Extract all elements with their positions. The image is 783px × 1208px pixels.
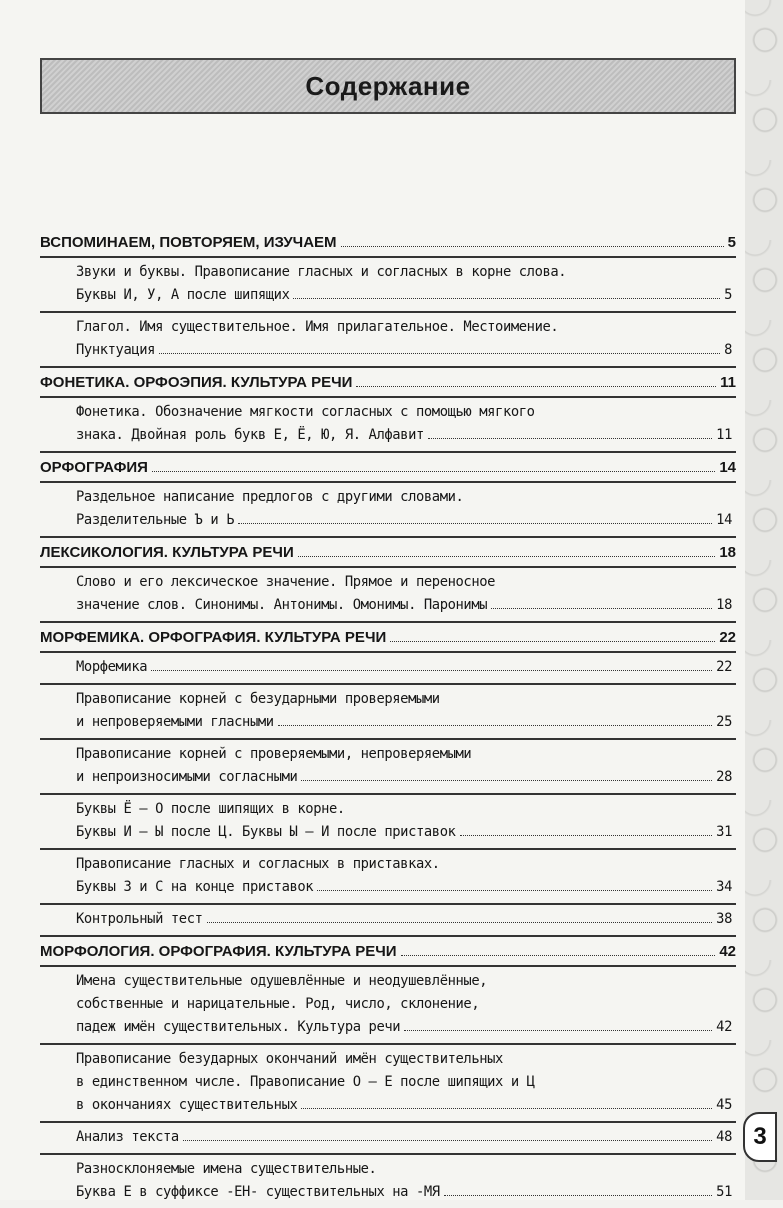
toc-entry-line: Имена существительные одушевлённые и неодушевлённые, [76,973,488,989]
toc-leader-dots [301,780,712,781]
toc-leader-dots [183,1140,712,1141]
toc-entry[interactable] [40,793,736,848]
toc-leader-dots [444,1195,712,1196]
toc-leader-dots [298,556,716,557]
toc-leader-dots [356,386,716,387]
toc-entry-text: Разделительные Ъ и Ь [76,512,235,528]
toc-entry-last-line [76,656,732,679]
toc-entry-page: 48 [716,1129,732,1145]
page-title: Содержание [305,70,471,101]
toc-leader-dots [428,438,712,439]
toc-entry[interactable] [40,651,736,683]
toc-entry-last-line [76,876,732,899]
toc-entry-text: Буквы З и С на конце приставок [76,879,314,895]
toc-entry[interactable] [40,903,736,935]
toc-entry-page: 14 [716,512,732,528]
toc-entry-text: Буквы И, У, А после шипящих [76,287,290,303]
toc-entry-text: Пунктуация [76,342,156,358]
toc-entry[interactable] [40,481,736,536]
toc-section[interactable] [40,621,736,649]
toc-leader-dots [301,1108,712,1109]
toc-entry-line: Правописание корней с проверяемыми, непроверяемыми [76,746,472,762]
toc-entry-last-line [76,339,732,362]
toc-entry-page: 11 [716,427,732,443]
toc-entry-line: в единственном числе. Правописание О — Е после шипящих и Ц [76,1074,535,1090]
toc-section-title: МОРФЕМИКА. ОРФОГРАФИЯ. КУЛЬТУРА РЕЧИ [40,629,387,646]
toc-section-title: ФОНЕТИКА. ОРФОЭПИЯ. КУЛЬТУРА РЕЧИ [40,374,353,391]
toc-section[interactable] [40,230,736,254]
toc-entry-page: 8 [724,342,732,358]
toc-entry-page: 25 [716,714,732,730]
toc-entry-line: Звуки и буквы. Правописание гласных и согласных в корне слова. [76,264,567,280]
toc-entry-text: значение слов. Синонимы. Антонимы. Омонимы. Паронимы [76,597,488,613]
toc-entry-line: Фонетика. Обозначение мягкости согласных с помощью мягкого [76,404,535,420]
toc-entry-last-line [76,1181,732,1204]
toc-entry-line: Буквы Ё — О после шипящих в корне. [76,801,345,817]
toc-leader-dots [401,955,716,956]
toc-leader-dots [293,298,720,299]
toc-section[interactable] [40,366,736,394]
toc-entry-last-line [76,821,732,844]
toc-entry-line: Раздельное написание предлогов с другими словами. [76,489,464,505]
toc-entry-text: Буквы И — Ы после Ц. Буквы Ы — И после приставок [76,824,456,840]
toc-entry[interactable] [40,848,736,903]
toc-section-page: 11 [720,374,736,391]
toc-section[interactable] [40,935,736,963]
toc-section-title: МОРФОЛОГИЯ. ОРФОГРАФИЯ. КУЛЬТУРА РЕЧИ [40,943,397,960]
toc-entry-line: Правописание гласных и согласных в приставках. [76,856,440,872]
toc-section-title: ОРФОГРАФИЯ [40,459,148,476]
toc-section[interactable] [40,536,736,564]
toc-entry[interactable] [40,1121,736,1153]
toc-entry-page: 31 [716,824,732,840]
toc-entry-text: Морфемика [76,659,148,675]
toc-entry-last-line [76,766,732,789]
toc-entry-text: знака. Двойная роль букв Е, Ё, Ю, Я. Алфавит [76,427,424,443]
toc-leader-dots [151,670,712,671]
toc-entry[interactable] [40,256,736,311]
toc-entry-text: Буква Е в суффиксе -ЕН- существительных на -МЯ [76,1184,440,1200]
toc-leader-dots [404,1030,712,1031]
toc-leader-dots [460,835,713,836]
toc-entry-last-line [76,711,732,734]
toc-entry-last-line [76,284,732,307]
toc-entry-line: собственные и нарицательные. Род, число, склонение, [76,996,480,1012]
toc-leader-dots [341,246,724,247]
toc-leader-dots [207,922,713,923]
toc-entry-text: Анализ текста [76,1129,179,1145]
toc-entry-last-line [76,1126,732,1149]
toc-entry-text: падеж имён существительных. Культура речи [76,1019,401,1035]
toc-leader-dots [390,641,715,642]
toc-entry-line: Глагол. Имя существительное. Имя прилагательное. Местоимение. [76,319,559,335]
page-number-badge [743,1112,777,1162]
toc-section-page: 42 [719,943,736,960]
toc-entry-last-line [76,1094,732,1117]
toc-entry-text: Контрольный тест [76,911,203,927]
toc-section[interactable] [40,451,736,479]
toc-entry-line: Разносклоняемые имена существительные. [76,1161,377,1177]
toc-entry-page: 22 [716,659,732,675]
toc-leader-dots [152,471,715,472]
toc-entry-last-line [76,509,732,532]
toc-entry-last-line [76,594,732,617]
toc-section-page: 5 [727,234,736,251]
toc-entry-page: 42 [716,1019,732,1035]
toc-entry[interactable] [40,566,736,621]
page-number: 3 [753,1123,767,1150]
toc-section-page: 22 [719,629,736,646]
toc-entry[interactable] [40,965,736,1043]
toc-entry-line: Слово и его лексическое значение. Прямое и переносное [76,574,496,590]
toc-entry[interactable] [40,311,736,366]
toc-entry[interactable] [40,738,736,793]
toc-leader-dots [278,725,713,726]
toc-entry-text: и непроизносимыми согласными [76,769,298,785]
toc-section-title: ЛЕКСИКОЛОГИЯ. КУЛЬТУРА РЕЧИ [40,544,294,561]
toc-entry-line: Правописание корней с безударными проверяемыми [76,691,440,707]
toc-entry[interactable] [40,683,736,738]
toc-section-page: 14 [719,459,736,476]
toc-entry-page: 5 [724,287,732,303]
toc-entry-page: 34 [716,879,732,895]
toc-entry-page: 45 [716,1097,732,1113]
toc-entry-line: Правописание безударных окончаний имён существительных [76,1051,503,1067]
toc-leader-dots [159,353,720,354]
toc-entry[interactable] [40,396,736,451]
contents-header [40,58,736,114]
table-of-contents [40,230,736,1208]
toc-entry-text: в окончаниях существительных [76,1097,298,1113]
toc-entry-page: 28 [716,769,732,785]
decorative-border [745,0,783,1200]
toc-entry-last-line [76,424,732,447]
toc-section-title: ВСПОМИНАЕМ, ПОВТОРЯЕМ, ИЗУЧАЕМ [40,234,337,251]
toc-leader-dots [238,523,712,524]
toc-entry[interactable] [40,1043,736,1121]
toc-entry-page: 38 [716,911,732,927]
toc-entry-text: и непроверяемыми гласными [76,714,274,730]
toc-entry-page: 18 [716,597,732,613]
toc-entry-page: 51 [716,1184,732,1200]
toc-leader-dots [491,608,712,609]
toc-leader-dots [317,890,712,891]
toc-entry-last-line [76,1016,732,1039]
toc-entry-last-line [76,908,732,931]
toc-section-page: 18 [719,544,736,561]
